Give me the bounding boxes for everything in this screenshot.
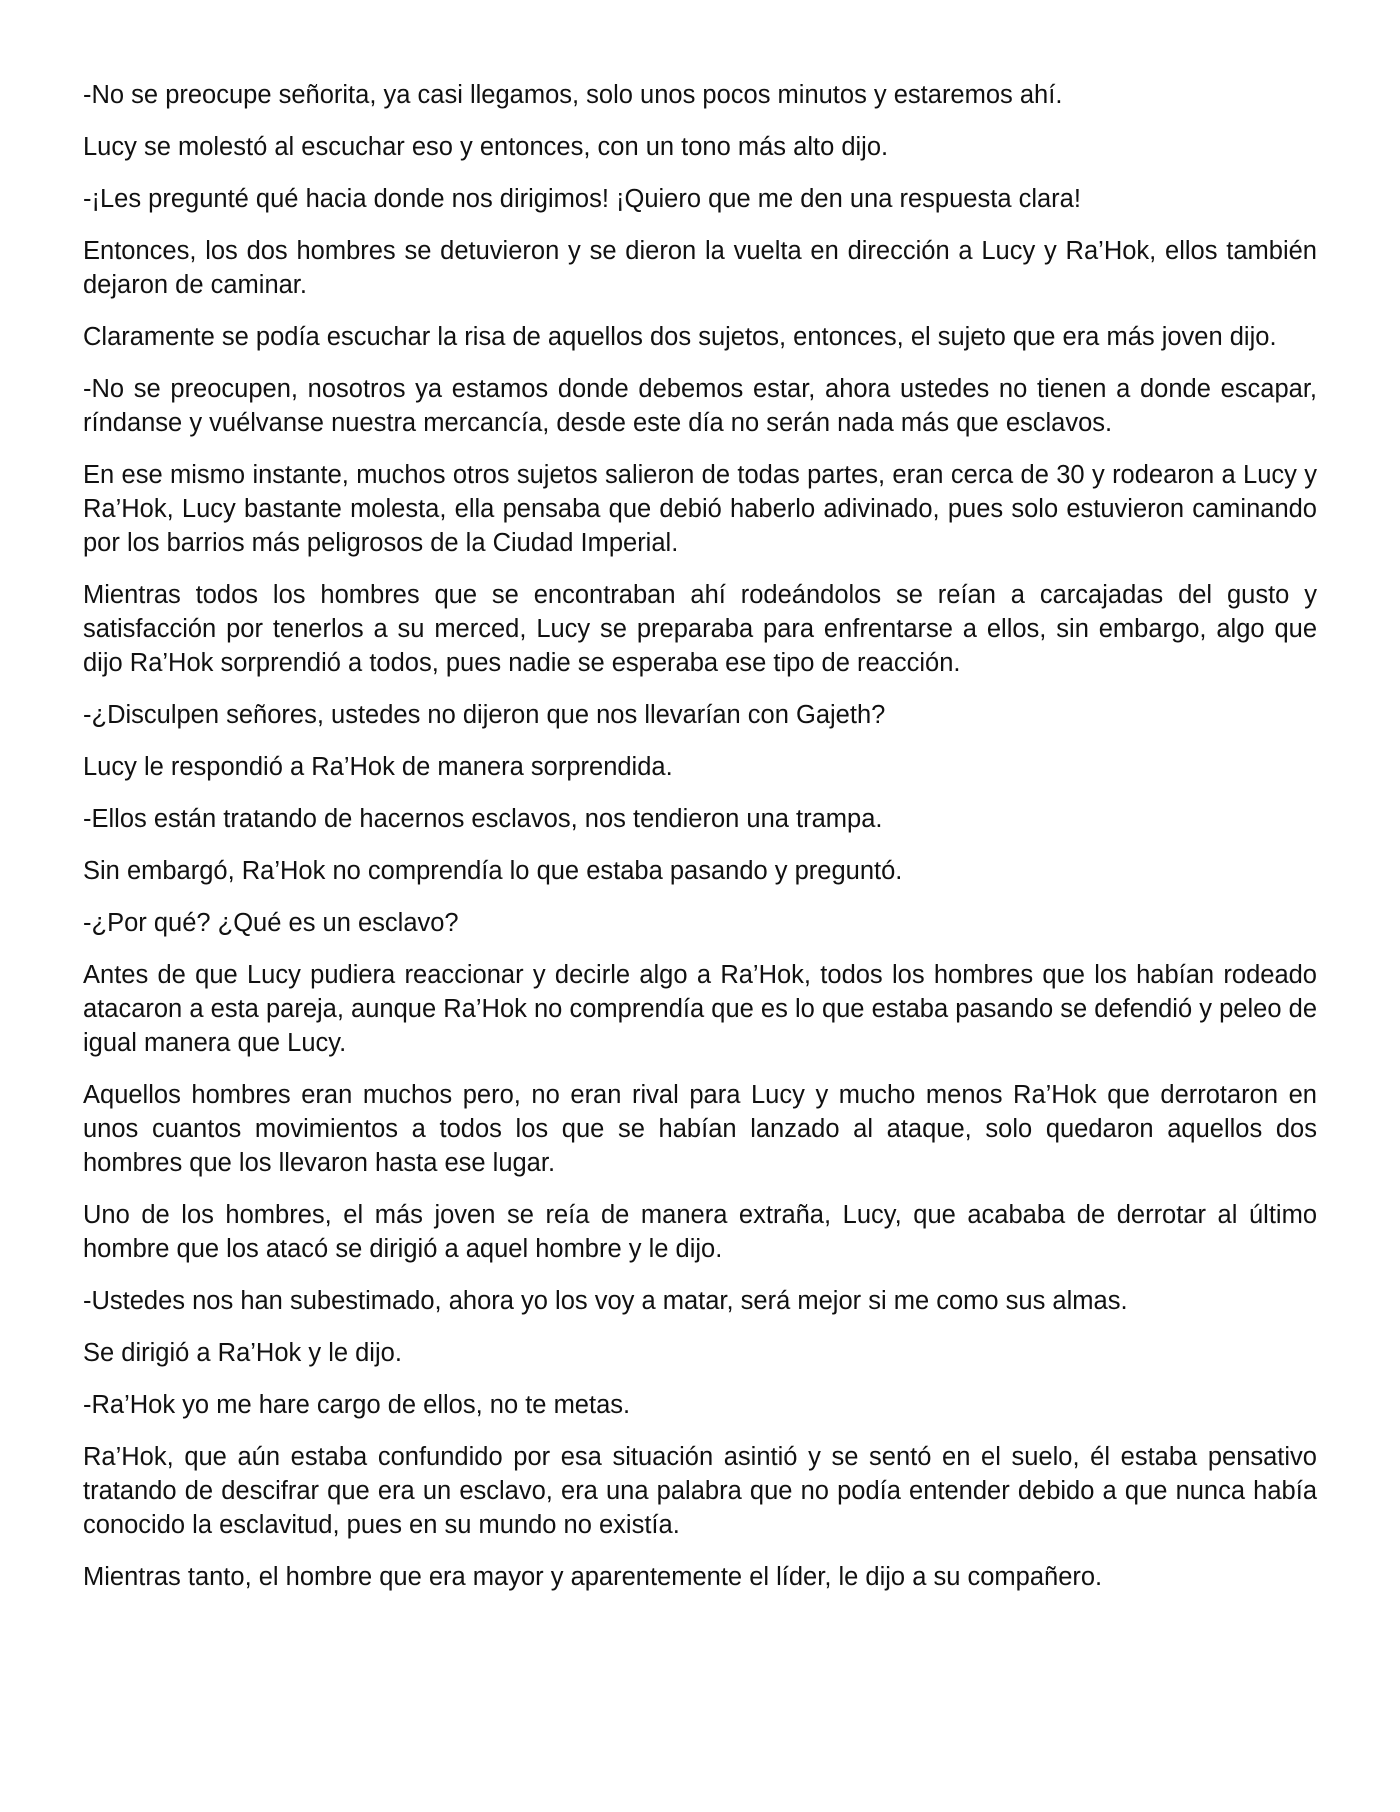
paragraph: -¡Les pregunté qué hacia donde nos dirigimos! ¡Quiero que me den una respuesta clara!: [83, 185, 1081, 213]
paragraph: Uno de los hombres, el más joven se reía de manera extraña, Lucy, que acababa de derrotar al último hombre que los atacó se dirigió a aquel hombre y le dijo.: [83, 1201, 1317, 1263]
paragraph: -Ellos están tratando de hacernos esclavos, nos tendieron una trampa.: [83, 805, 883, 833]
paragraph: -Ra’Hok yo me hare cargo de ellos, no te metas.: [83, 1391, 631, 1419]
paragraph: Mientras tanto, el hombre que era mayor y aparentemente el líder, le dijo a su compañero.: [83, 1563, 1103, 1591]
paragraph: Antes de que Lucy pudiera reaccionar y decirle algo a Ra’Hok, todos los hombres que los habían rodeado atacaron a esta pareja, aunque Ra’Hok no comprendía que es lo que estaba pasando se defendió y peleo de igual manera que Lucy.: [83, 961, 1317, 1057]
paragraph: Lucy se molestó al escuchar eso y entonces, con un tono más alto dijo.: [83, 133, 889, 161]
paragraph: -¿Por qué? ¿Qué es un esclavo?: [83, 909, 459, 937]
paragraph: -¿Disculpen señores, ustedes no dijeron que nos llevarían con Gajeth?: [83, 701, 886, 729]
paragraph: Mientras todos los hombres que se encontraban ahí rodeándolos se reían a carcajadas del gusto y satisfacción por tenerlos a su merced, Lucy se preparaba para enfrentarse a ellos, sin embargo, algo que dijo Ra’Hok sorprendió a todos, pues nadie se esperaba ese tipo de reacción.: [83, 581, 1317, 677]
paragraph: Sin embargó, Ra’Hok no comprendía lo que estaba pasando y preguntó.: [83, 857, 903, 885]
paragraph: Lucy le respondió a Ra’Hok de manera sorprendida.: [83, 753, 673, 781]
paragraph: Se dirigió a Ra’Hok y le dijo.: [83, 1339, 402, 1367]
paragraph: -No se preocupe señorita, ya casi llegamos, solo unos pocos minutos y estaremos ahí.: [83, 81, 1063, 109]
paragraph: Entonces, los dos hombres se detuvieron y se dieron la vuelta en dirección a Lucy y Ra’Hok, ellos también dejaron de caminar.: [83, 237, 1317, 299]
paragraph: -Ustedes nos han subestimado, ahora yo los voy a matar, será mejor si me como sus almas.: [83, 1287, 1128, 1315]
paragraph: -No se preocupen, nosotros ya estamos donde debemos estar, ahora ustedes no tienen a donde escapar, ríndanse y vuélvanse nuestra mercancía, desde este día no serán nada más que esclavos.: [83, 375, 1317, 437]
paragraph: Claramente se podía escuchar la risa de aquellos dos sujetos, entonces, el sujeto que era más joven dijo.: [83, 323, 1277, 351]
paragraph: Ra’Hok, que aún estaba confundido por esa situación asintió y se sentó en el suelo, él estaba pensativo tratando de descifrar que era un esclavo, era una palabra que no podía entender debido a que nunca había conocido la esclavitud, pues en su mundo no existía.: [83, 1443, 1317, 1539]
paragraph: Aquellos hombres eran muchos pero, no eran rival para Lucy y mucho menos Ra’Hok que derrotaron en unos cuantos movimientos a todos los que se habían lanzado al ataque, solo quedaron aquellos dos hombres que los llevaron hasta ese lugar.: [83, 1081, 1317, 1177]
paragraph: En ese mismo instante, muchos otros sujetos salieron de todas partes, eran cerca de 30 y rodearon a Lucy y Ra’Hok, Lucy bastante molesta, ella pensaba que debió haberlo adivinado, pues solo estuvieron caminando por los barrios más peligrosos de la Ciudad Imperial.: [83, 461, 1317, 557]
